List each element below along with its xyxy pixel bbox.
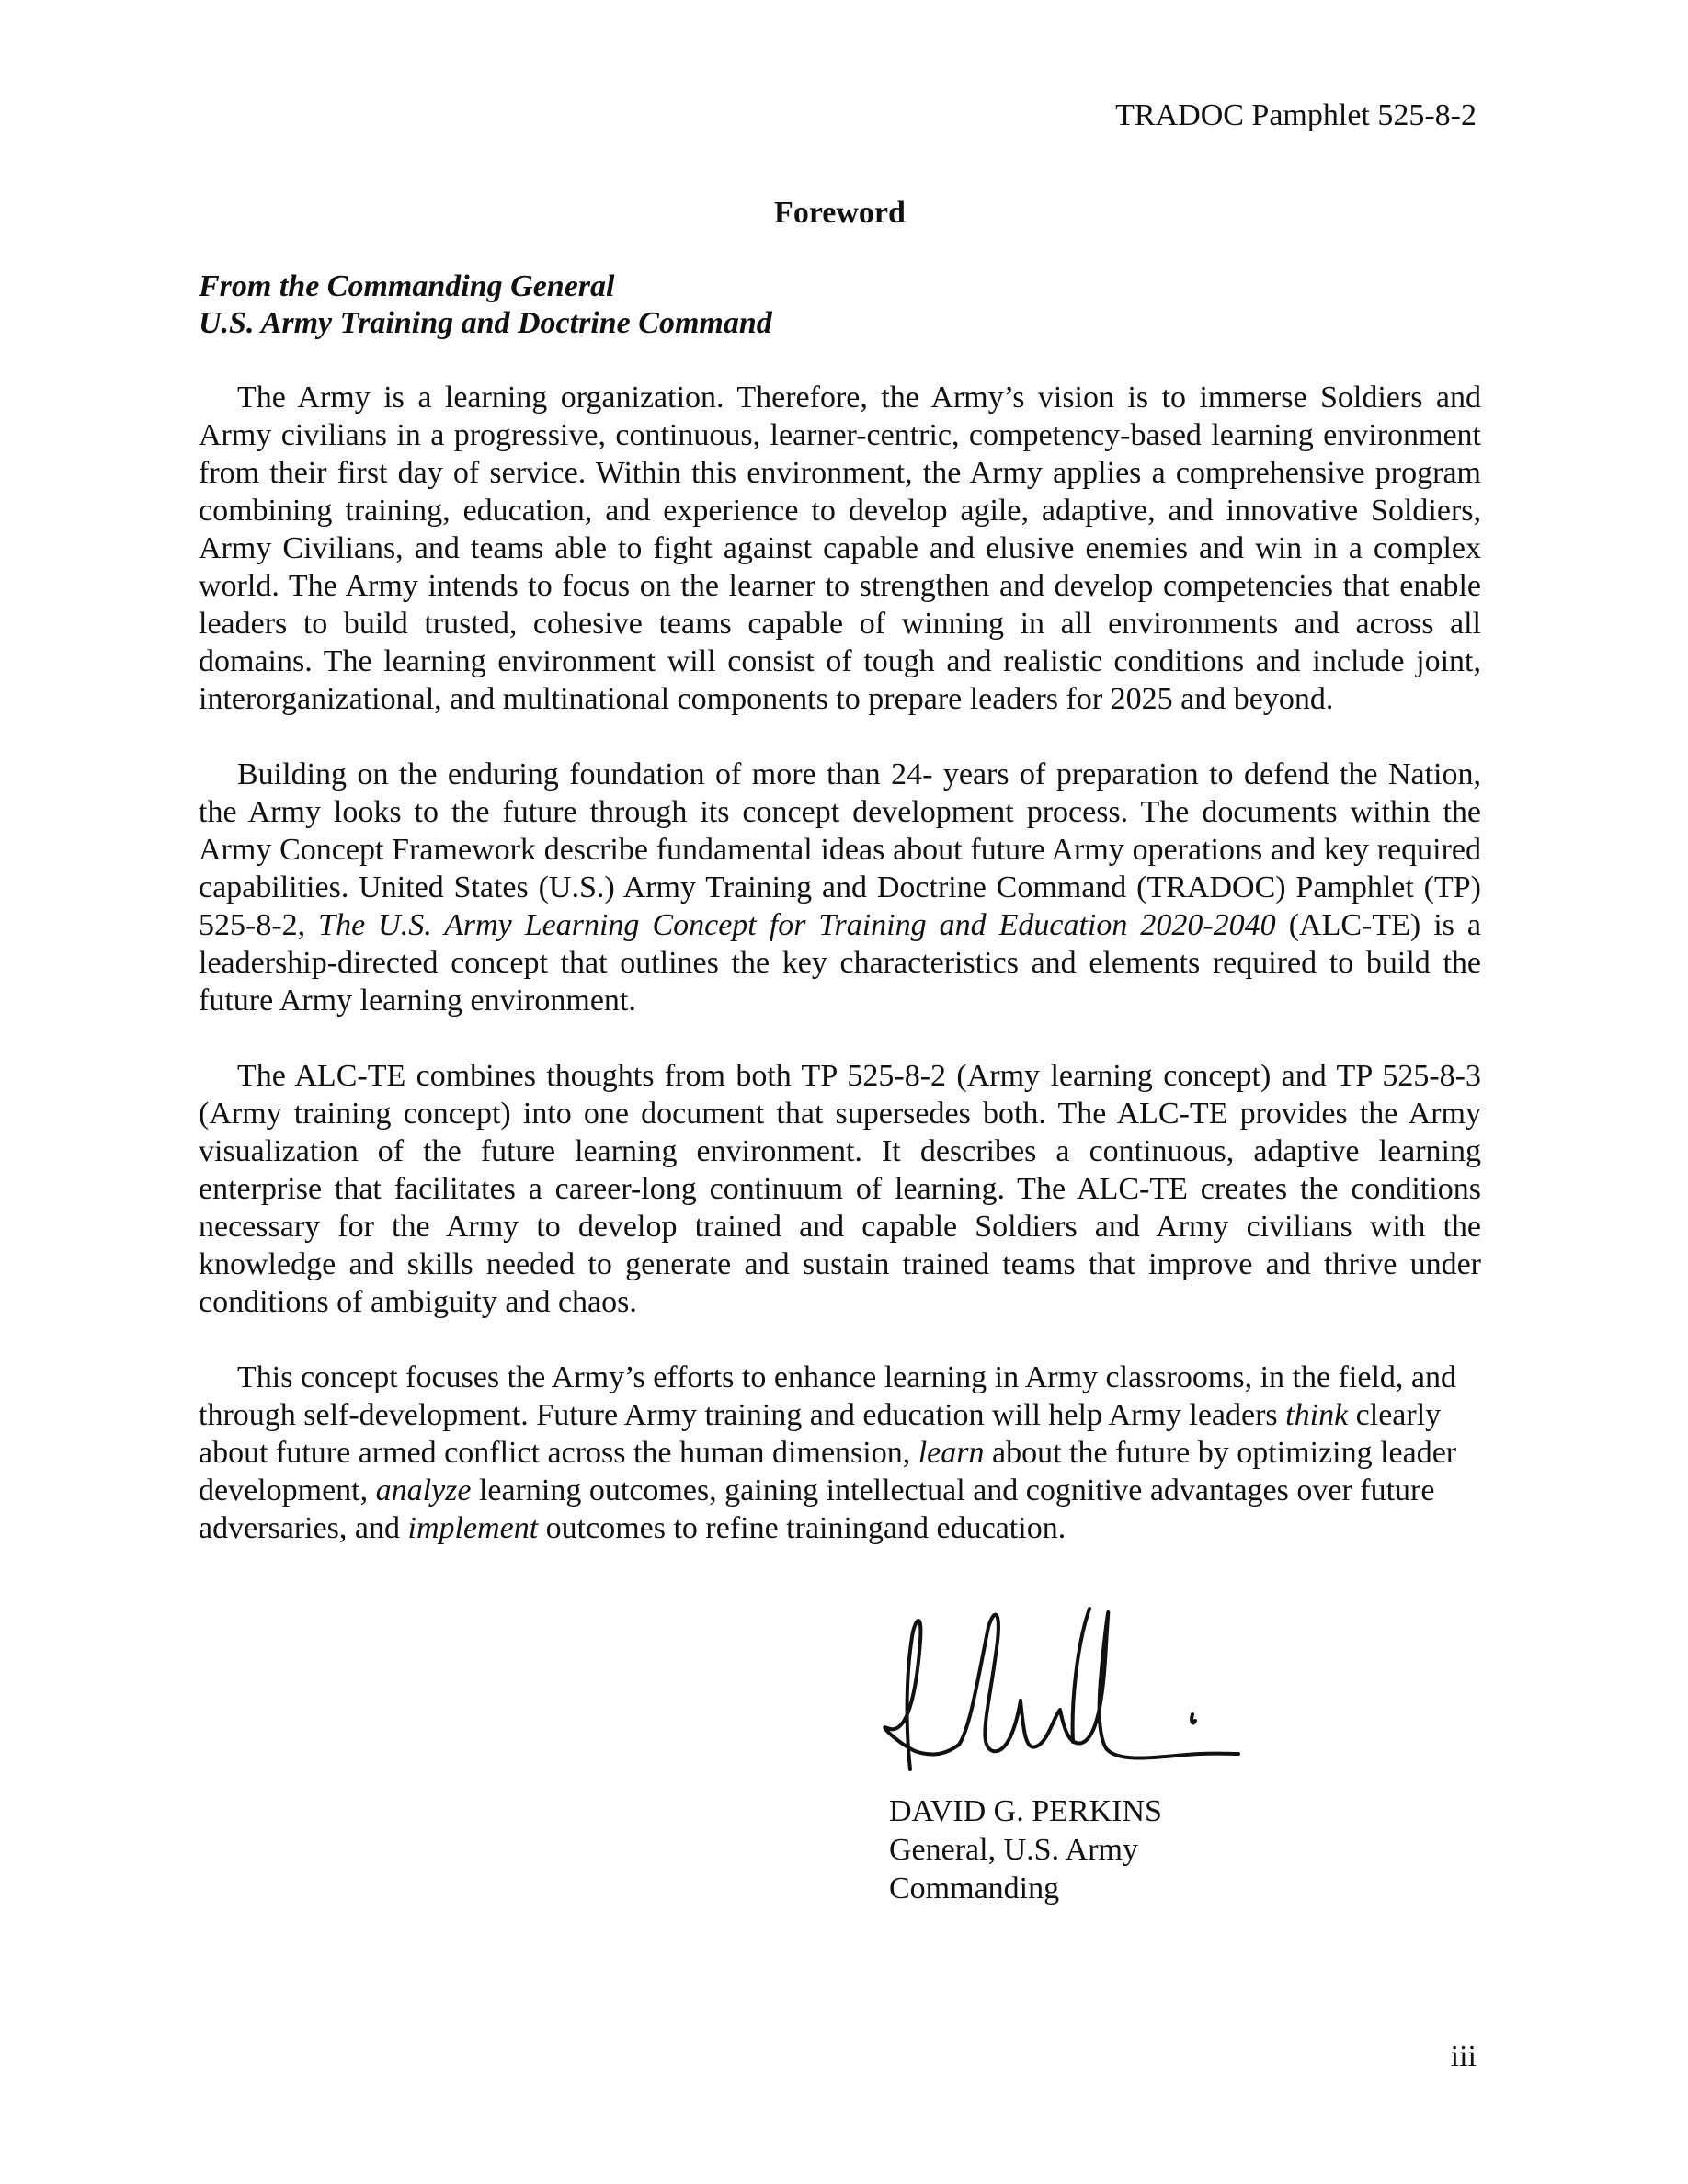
concept-title: The U.S. Army Learning Concept for Training and Education 2020-2040 <box>318 908 1276 942</box>
from-line-1: From the Commanding General <box>199 269 615 303</box>
signatory-lines <box>889 1792 1255 1908</box>
handwritten-signature <box>869 1590 1255 1792</box>
emphasis-learn: learn <box>918 1436 985 1470</box>
emphasis-analyze: analyze <box>375 1473 472 1507</box>
paragraph-2-text-b: (ALC-TE) is a leadership-directed concept that outlines the key characteristics and elements required to build the future Army learning environment. <box>199 908 1481 1018</box>
paragraph-4-text-c: about the future by optimizing leader development, <box>199 1436 1457 1507</box>
from-line-2: U.S. Army Training and Doctrine Command <box>199 306 772 340</box>
paragraph-2 <box>199 756 1481 1019</box>
page-header: TRADOC Pamphlet 525-8-2 <box>1115 98 1477 132</box>
paragraph-1: The Army is a learning organization. Therefore, the Army’s vision is to immerse Soldiers and Army civilians in a progressive, continuous, learner-centric, competency-based learning environment from their first day of service. Within this environment, the Army applies a comprehensive program combining training, education, and experience to develop agile, adaptive, and innovative Soldiers, Army Civilians, and teams able to fight against capable and elusive enemies and win in a complex world. The Army intends to focus on the learner to strengthen and develop competencies that enable leaders to build trusted, cohesive teams capable of winning in all environments and across all domains. The learning environment will consist of tough and realistic conditions and include joint, interorganizational, and multinational components to prepare leaders for 2025 and beyond. <box>199 381 1481 716</box>
signature-block <box>869 1590 1255 1908</box>
document-body <box>199 195 1481 1585</box>
signatory-rank: General, U.S. Army <box>889 1833 1139 1867</box>
paragraph-4 <box>199 1359 1481 1547</box>
signatory-role: Commanding <box>889 1871 1060 1905</box>
emphasis-think: think <box>1285 1398 1349 1432</box>
page-title: Foreword <box>774 196 906 230</box>
signatory-name: DAVID G. PERKINS <box>889 1794 1162 1828</box>
paragraph-4-text-b: clearly about future armed conflict across the human dimension, <box>199 1398 1442 1470</box>
paragraph-4-text-a: This concept focuses the Army’s efforts to enhance learning in Army classrooms, in the field, and through self-development. Future Army training and education will help Army leaders <box>199 1360 1456 1432</box>
paragraph-3: The ALC-TE combines thoughts from both TP 525-8-2 (Army learning concept) and TP 525-8-3 (Army training concept) into one document that supersedes both. The ALC-TE provides the Army visualization of the future learning environment. It describes a continuous, adaptive learning enterprise that facilitates a career-long continuum of learning. The ALC-TE creates the conditions necessary for the Army to develop trained and capable Soldiers and Army civilians with the knowledge and skills needed to generate and sustain trained teams that improve and thrive under conditions of ambiguity and chaos. <box>199 1059 1481 1319</box>
emphasis-implement: implement <box>407 1511 539 1545</box>
from-block <box>199 268 1481 342</box>
paragraph-2-text-a: Building on the enduring foundation of more than 24- years of preparation to defend the Nation, the Army looks to the future through its concept development process. The documents within the Army Concept Framework describe fundamental ideas about future Army operations and key required capabilities. United States (U.S.) Army Training and Doctrine Command (TRADOC) Pamphlet (TP) 525-8-2, <box>199 757 1481 942</box>
paragraph-4-text-e: outcomes to refine trainingand education. <box>538 1511 1066 1545</box>
paragraph-4-text-d: learning outcomes, gaining intellectual and cognitive advantages over future adversaries, and <box>199 1473 1435 1545</box>
page-number: iii <box>1450 2040 1477 2074</box>
